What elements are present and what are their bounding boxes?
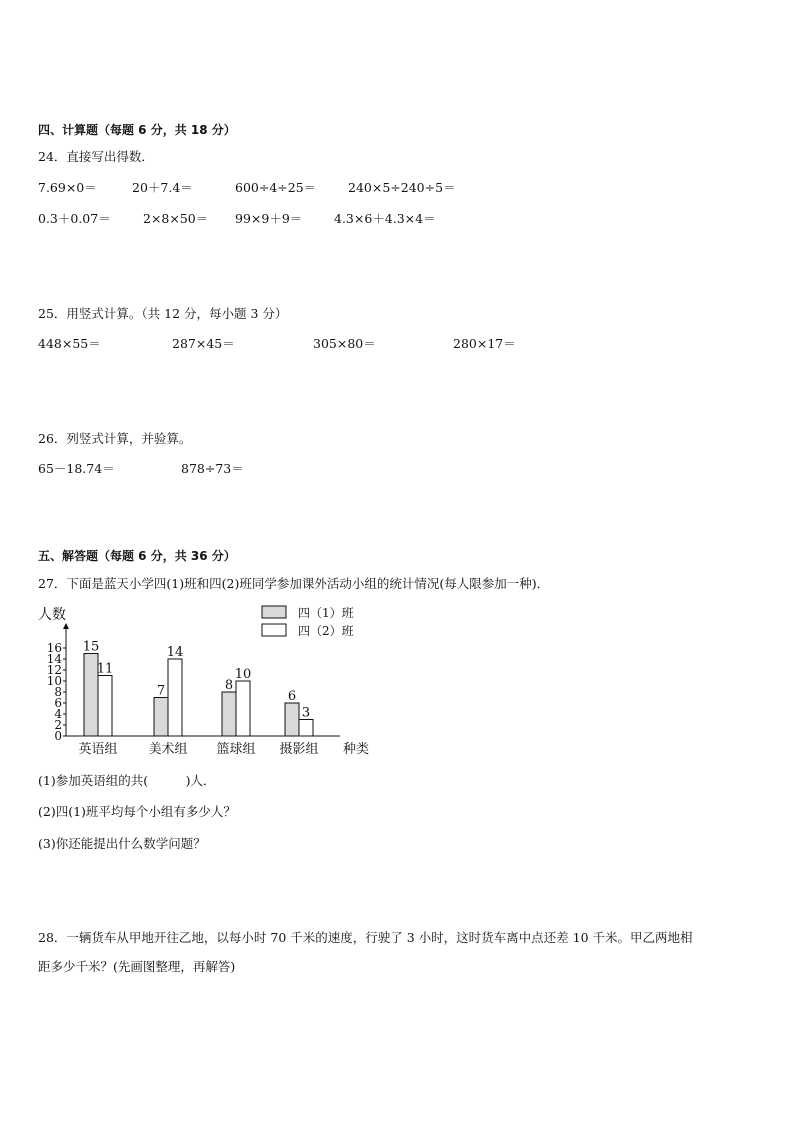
q25-stem: 25．用竖式计算。（共 12 分，每小题 3 分） <box>38 306 288 321</box>
legend-swatch <box>262 624 286 636</box>
q24-row1-item: 240×5÷240÷5＝ <box>348 180 456 195</box>
q26-stem: 26．列竖式计算，并验算。 <box>38 431 192 446</box>
legend-swatch <box>262 606 286 618</box>
bar-chart <box>32 600 377 762</box>
bar-value-label: 14 <box>166 645 184 660</box>
x-category-label: 篮球组 <box>216 742 256 757</box>
legend-label: 四（1）班 <box>298 606 354 620</box>
q24-row2-item: 99×9＋9＝ <box>235 211 303 226</box>
bar-1 <box>285 703 299 736</box>
y-tick-label: 6 <box>54 696 62 710</box>
q27-stem: 27．下面是蓝天小学四(1)班和四(2)班同学参加课外活动小组的统计情况(每人限参加一种)． <box>38 576 550 591</box>
bar-1 <box>222 692 236 736</box>
y-tick-label: 2 <box>54 718 62 732</box>
y-tick-label: 10 <box>46 674 62 688</box>
bar-2 <box>299 720 313 737</box>
q27-sub1: (1)参加英语组的共( )人． <box>38 773 216 788</box>
bar-value-label: 10 <box>234 667 252 682</box>
bar-value-label: 6 <box>287 689 297 704</box>
bar-value-label: 3 <box>301 705 311 721</box>
q25-item: 287×45＝ <box>172 336 235 351</box>
q24-row2-item: 0.3＋0.07＝ <box>38 211 111 226</box>
q26-item: 878÷73＝ <box>181 461 244 476</box>
legend-label: 四（2）班 <box>298 624 354 638</box>
chart-legend <box>262 605 354 638</box>
q27-sub2: (2)四(1)班平均每个小组有多少人？ <box>38 804 236 819</box>
bar-value-label: 8 <box>224 678 234 693</box>
bar-2 <box>236 681 250 736</box>
q24-row1-item: 600÷4÷25＝ <box>235 180 317 195</box>
q27-sub3: (3)你还能提出什么数学问题？ <box>38 836 206 851</box>
q24-stem: 24．直接写出得数． <box>38 149 154 164</box>
x-axis-label: 种类 <box>343 742 370 757</box>
y-tick-label: 14 <box>46 652 62 666</box>
x-category-label: 英语组 <box>78 742 118 757</box>
section-5-title: 五、解答题（每题 6 分，共 36 分） <box>38 549 236 563</box>
bar-value-label: 15 <box>82 639 100 655</box>
q24-row2-item: 2×8×50＝ <box>143 211 209 226</box>
q24-row1-item: 20＋7.4＝ <box>132 180 193 195</box>
y-tick-label: 16 <box>46 641 62 655</box>
y-tick-label: 4 <box>54 707 62 721</box>
bar-2 <box>168 659 182 736</box>
y-axis-ticks <box>47 641 66 743</box>
x-category-label: 摄影组 <box>279 742 319 757</box>
q25-item: 448×55＝ <box>38 336 101 351</box>
y-tick-label: 8 <box>54 685 62 699</box>
q24-row2-item: 4.3×6＋4.3×4＝ <box>334 211 436 226</box>
q28-line1: 28．一辆货车从甲地开往乙地，以每小时 70 千米的速度，行驶了 3 小时，这时货车离中点还差 10 千米。甲乙两地相 <box>38 930 693 945</box>
bar-2 <box>98 676 112 737</box>
section-4-title: 四、计算题（每题 6 分，共 18 分） <box>38 123 236 137</box>
q24-row1-item: 7.69×0＝ <box>38 180 97 195</box>
q25-item: 305×80＝ <box>313 336 376 351</box>
y-axis-label: 人数 <box>38 607 66 623</box>
q25-item: 280×17＝ <box>453 336 516 351</box>
q26-item: 65－18.74＝ <box>38 461 115 476</box>
q28-line2: 距多少千米？(先画图整理，再解答) <box>38 959 236 974</box>
y-tick-label: 12 <box>46 663 62 677</box>
y-tick-label: 0 <box>54 729 62 743</box>
bar-1 <box>154 698 168 737</box>
x-category-label: 美术组 <box>148 742 188 757</box>
bar-value-label: 11 <box>96 661 114 677</box>
bar-value-label: 7 <box>156 683 166 699</box>
